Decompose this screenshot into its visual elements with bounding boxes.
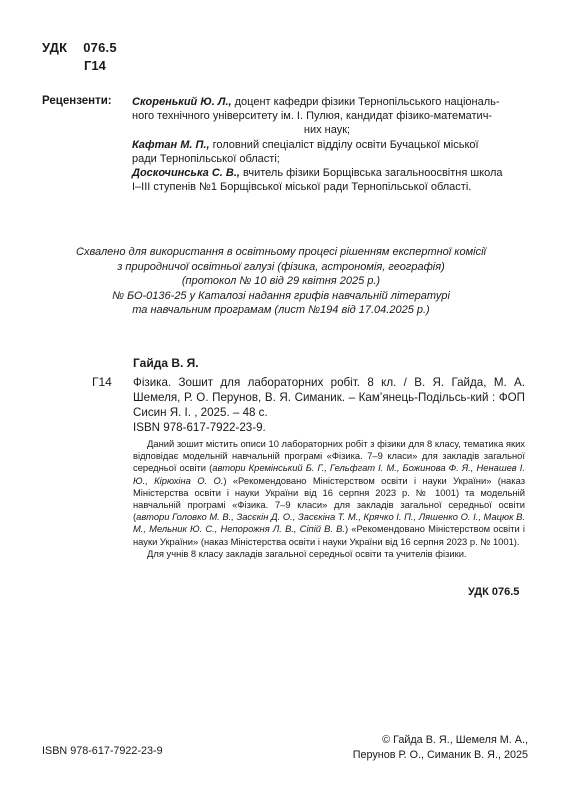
reviewers-label: Рецензенти: <box>42 95 112 107</box>
reviewers-list <box>132 95 522 194</box>
bibliography-isbn: ISBN 978-617-7922-23-9. <box>133 421 266 434</box>
citation-text: Фізика. Зошит для лабораторних робіт. 8 кл. / В. Я. Гайда, М. А. Шемеля, Р. О. Перунов, В. Я. Симаник. – Кам’янець-Подільсь-кий : ФОП Сисин Я. І. , 2025. – 48 с. <box>133 376 525 419</box>
reviewer-3 <box>132 166 522 180</box>
annotation-text: ) «Рекомендовано Міністерством освіти і науки України» (наказ Міністерства освіти і науки України від 16 серпня 2023 р. № 1001). <box>133 523 526 547</box>
reviewer-2-cont: ради Тернопільської області; <box>132 152 280 165</box>
reviewer-3-cont: І–ІІІ ступенів №1 Борщівської міської ради Тернопільської області. <box>132 181 472 194</box>
reviewer-text: головний спеціаліст відділу освіти Бучацької міської <box>209 138 479 151</box>
annotation-paragraph-1 <box>133 438 525 548</box>
bibliography-author: Гайда В. Я. <box>133 356 199 370</box>
annotation-text: Даний зошит містить описи 10 лабораторних робіт з фізики для 8 класу, тематика яких відповідає модельній навчальній програмі «Фізика. 7–9 класи» для закладів загальної середньої освіти ( <box>133 438 525 474</box>
bbk-index: Г14 <box>84 58 106 73</box>
bibliography-bbk: Г14 <box>92 375 112 389</box>
reviewer-2 <box>132 138 522 152</box>
approval-line: (протокол № 10 від 29 квітня 2025 р.) <box>181 275 381 287</box>
bibliography-citation <box>133 375 525 420</box>
reviewer-text: доцент кафедри фізики Тернопільського національ- <box>231 96 500 108</box>
udk-label: УДК <box>42 40 68 55</box>
copyright-line: © Гайда В. Я., Шемеля М. А., <box>382 734 528 746</box>
annotation-authors: автори Головко М. В., Засєкін Д. О., Засєкіна Т. М., Крячко І. П., Ляшенко О. І., Мацюк В. М., Мельник Ю. С., Непорожня Л. В., Сіпій В. В. <box>133 511 525 535</box>
annotation-paragraph-2: Для учнів 8 класу закладів загальної середньої освіти та учителів фізики. <box>147 547 467 559</box>
isbn-footer: ISBN 978-617-7922-23-9 <box>42 745 163 757</box>
approval-line: № БО-0136-25 у Каталозі надання грифів навчальній літературі <box>112 289 450 302</box>
reviewer-name: Доскочинська С. В., <box>132 167 240 180</box>
reviewer-name: Скоренький Ю. Л., <box>132 96 232 108</box>
reviewer-name: Кафтан М. П., <box>132 138 210 151</box>
approval-block <box>40 245 522 318</box>
copyright-line: Перунов Р. О., Симаник В. Я., 2025 <box>352 749 528 761</box>
udk-number: 076.5 <box>83 40 117 55</box>
annotation-text: ) «Рекомендовано Міністерством освіти і науки України» (наказ Міністерства освіти і науки України від 16 серпня 2023 р. № 1001) та модельній навчальній програмі «Фізика. 7–9 класи» для закладів загальної середньої освіти ( <box>133 474 525 523</box>
approval-line: Схвалено для використання в освітньому процесі рішенням експертної комісії <box>76 246 486 258</box>
udk-header <box>42 40 117 55</box>
annotation <box>133 438 525 560</box>
reviewer-text: вчитель фізики Борщівська загальноосвітня школа <box>239 167 503 180</box>
udk-footer: УДК 076.5 <box>468 586 520 598</box>
annotation-authors: автори Кремінський Б. Г., Гельфгат І. М., Божинова Ф. Я., Ненашев І. Ю., Кірюхіна О. О. <box>133 462 525 486</box>
copyright <box>342 733 528 763</box>
reviewer-1-cont: ного технічного університету ім. І. Пулюя, кандидат фізико-математич- <box>132 110 493 123</box>
reviewer-1-cont2: них наук; <box>303 124 351 137</box>
approval-line: та навчальним програмам (лист №194 від 17.04.2025 р.) <box>132 304 430 316</box>
approval-line: з природничої освітньої галузі (фізика, астрономія, географія) <box>117 260 445 273</box>
reviewer-1 <box>132 95 522 109</box>
